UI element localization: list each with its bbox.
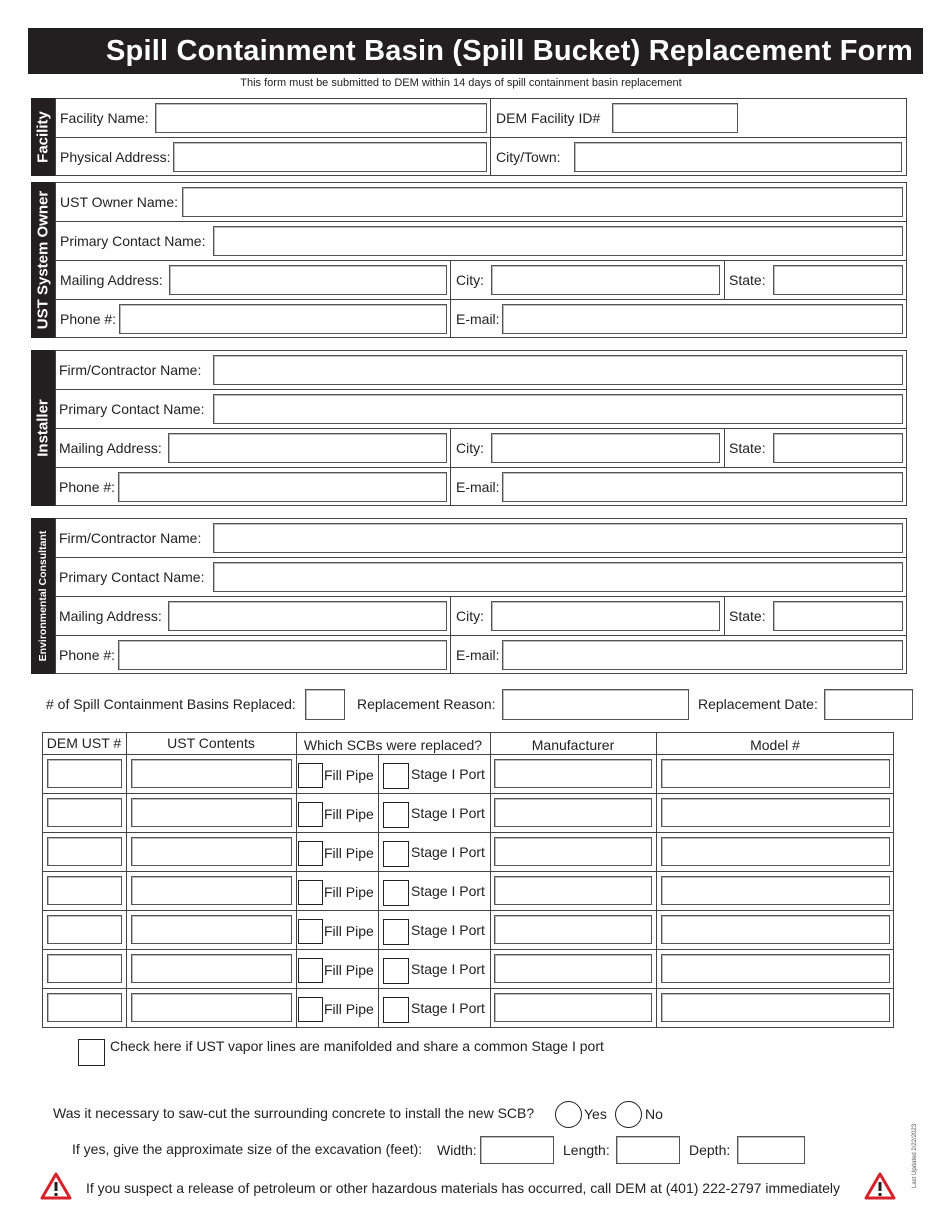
consultant-email-label: E-mail: (456, 647, 500, 663)
ust-contents-field[interactable] (131, 954, 292, 983)
stage-port-checkbox[interactable] (383, 763, 409, 789)
dem-ust-field[interactable] (47, 876, 122, 905)
table-column-divider (656, 732, 657, 1028)
stage-port-label: Stage I Port (411, 883, 485, 899)
consultant-firm-field[interactable] (213, 523, 903, 553)
consultant-contact-field[interactable] (213, 562, 903, 592)
manufacturer-field[interactable] (494, 993, 652, 1022)
consultant-firm-label: Firm/Contractor Name: (59, 530, 202, 546)
installer-contact-field[interactable] (213, 394, 903, 424)
manufacturer-field[interactable] (494, 876, 652, 905)
consultant-contact-label: Primary Contact Name: (59, 569, 205, 585)
fill-pipe-label: Fill Pipe (324, 884, 374, 900)
fill-pipe-label: Fill Pipe (324, 767, 374, 783)
owner-city-field[interactable] (491, 265, 720, 295)
installer-firm-label: Firm/Contractor Name: (59, 362, 202, 378)
stage-port-label: Stage I Port (411, 766, 485, 782)
installer-phone-label: Phone #: (59, 479, 116, 495)
installer-email-field[interactable] (502, 472, 903, 502)
manufacturer-field[interactable] (494, 915, 652, 944)
sawcut-no-label: No (645, 1106, 663, 1122)
ust-contents-field[interactable] (131, 798, 292, 827)
facility-id-field[interactable] (612, 103, 738, 133)
form-title: Spill Containment Basin (Spill Bucket) Replacement Form (28, 28, 923, 74)
ust-contents-field[interactable] (131, 915, 292, 944)
table-row-divider (42, 910, 894, 911)
table-column-divider (126, 732, 127, 1028)
replacement-reason-label: Replacement Reason: (357, 696, 496, 712)
stage-port-checkbox[interactable] (383, 802, 409, 828)
last-updated-note: Last Updated 2/22/2023 (912, 1123, 918, 1188)
scb-count-field[interactable] (305, 689, 345, 720)
owner-email-field[interactable] (502, 304, 903, 334)
stage-port-checkbox[interactable] (383, 841, 409, 867)
facility-section-tab (31, 98, 55, 176)
stage-port-checkbox[interactable] (383, 997, 409, 1023)
stage-port-checkbox[interactable] (383, 958, 409, 984)
installer-phone-field[interactable] (118, 472, 447, 502)
owner-mailing-field[interactable] (169, 265, 447, 295)
fill-pipe-label: Fill Pipe (324, 962, 374, 978)
length-field[interactable] (616, 1136, 680, 1164)
stage-port-label: Stage I Port (411, 844, 485, 860)
depth-label: Depth: (689, 1142, 731, 1158)
owner-mailing-label: Mailing Address: (60, 272, 163, 288)
consultant-city-field[interactable] (491, 601, 720, 631)
table-column-divider (296, 732, 297, 1028)
warning-right-icon (864, 1172, 896, 1200)
stage-port-label: Stage I Port (411, 805, 485, 821)
fill-pipe-checkbox[interactable] (298, 802, 323, 827)
ust-contents-field[interactable] (131, 759, 292, 788)
model-field[interactable] (661, 954, 890, 983)
col-manufacturer-header: Manufacturer (531, 737, 615, 753)
table-row-divider (42, 871, 894, 872)
installer-state-label: State: (729, 440, 766, 456)
release-warning-text: If you suspect a release of petroleum or other hazardous materials has occurred, call DEM at (401) 222-2797 immediately (86, 1180, 841, 1196)
consultant-section-tab (31, 518, 55, 674)
installer-city-label: City: (456, 440, 484, 456)
fill-pipe-checkbox[interactable] (298, 997, 323, 1022)
model-field[interactable] (661, 759, 890, 788)
stage-port-checkbox[interactable] (383, 919, 409, 945)
warning-left-icon (40, 1172, 72, 1200)
manufacturer-field[interactable] (494, 798, 652, 827)
owner-city-label: City: (456, 272, 484, 288)
manufacturer-field[interactable] (494, 759, 652, 788)
col-dem-ust-header: DEM UST # (46, 735, 122, 751)
owner-email-label: E-mail: (456, 311, 500, 327)
width-label: Width: (437, 1142, 477, 1158)
dem-ust-field[interactable] (47, 759, 122, 788)
installer-state-field[interactable] (773, 433, 903, 463)
fill-pipe-checkbox[interactable] (298, 880, 323, 905)
model-field[interactable] (661, 876, 890, 905)
model-field[interactable] (661, 993, 890, 1022)
consultant-city-label: City: (456, 608, 484, 624)
facility-section-label: Facility (34, 111, 52, 163)
fill-pipe-checkbox[interactable] (298, 763, 323, 788)
dem-ust-field[interactable] (47, 798, 122, 827)
replacement-date-field[interactable] (824, 689, 913, 720)
owner-state-field[interactable] (773, 265, 903, 295)
excavation-label: If yes, give the approximate size of the excavation (feet): (72, 1141, 423, 1157)
manufacturer-field[interactable] (494, 954, 652, 983)
fill-pipe-label: Fill Pipe (324, 806, 374, 822)
sawcut-question: Was it necessary to saw-cut the surrounding concrete to install the new SCB? (53, 1105, 535, 1121)
stage-port-label: Stage I Port (411, 1000, 485, 1016)
installer-firm-field[interactable] (213, 355, 903, 385)
replacement-date-label: Replacement Date: (698, 696, 818, 712)
manifold-checkbox[interactable] (78, 1039, 105, 1066)
table-row-divider (42, 793, 894, 794)
owner-phone-label: Phone #: (60, 311, 117, 327)
model-field[interactable] (661, 837, 890, 866)
fill-pipe-label: Fill Pipe (324, 1001, 374, 1017)
sawcut-yes-label: Yes (584, 1106, 607, 1122)
consultant-state-field[interactable] (773, 601, 903, 631)
col-contents-header: UST Contents (167, 735, 255, 751)
stage-port-checkbox[interactable] (383, 880, 409, 906)
table-column-divider (378, 754, 379, 1028)
form-subtitle: This form must be submitted to DEM within 14 days of spill containment basin replacement (240, 77, 682, 89)
sawcut-yes-radio[interactable] (555, 1101, 582, 1128)
table-row-divider (42, 988, 894, 989)
facility-name-field[interactable] (155, 103, 487, 133)
owner-section-label: UST System Owner (34, 190, 52, 330)
replacement-reason-field[interactable] (502, 689, 689, 720)
facility-id-label: DEM Facility ID# (496, 110, 601, 126)
stage-port-label: Stage I Port (411, 922, 485, 938)
scb-count-label: # of Spill Containment Basins Replaced: (46, 696, 296, 712)
dem-ust-field[interactable] (47, 993, 122, 1022)
fill-pipe-checkbox[interactable] (298, 919, 323, 944)
consultant-state-label: State: (729, 608, 766, 624)
installer-city-field[interactable] (491, 433, 720, 463)
installer-email-label: E-mail: (456, 479, 500, 495)
installer-mailing-field[interactable] (168, 433, 447, 463)
sawcut-no-radio[interactable] (615, 1101, 642, 1128)
fill-pipe-checkbox[interactable] (298, 958, 323, 983)
table-column-divider (490, 732, 491, 1028)
dem-ust-field[interactable] (47, 837, 122, 866)
width-field[interactable] (480, 1136, 554, 1164)
dem-ust-field[interactable] (47, 954, 122, 983)
table-row-divider (42, 949, 894, 950)
manufacturer-field[interactable] (494, 837, 652, 866)
model-field[interactable] (661, 915, 890, 944)
model-field[interactable] (661, 798, 890, 827)
fill-pipe-label: Fill Pipe (324, 845, 374, 861)
installer-section-label: Installer (34, 399, 52, 457)
installer-contact-label: Primary Contact Name: (59, 401, 205, 417)
dem-ust-field[interactable] (47, 915, 122, 944)
owner-contact-label: Primary Contact Name: (60, 233, 206, 249)
installer-section-tab (31, 350, 55, 506)
length-label: Length: (563, 1142, 610, 1158)
ust-contents-field[interactable] (131, 993, 292, 1022)
installer-mailing-label: Mailing Address: (59, 440, 162, 456)
ust-contents-field[interactable] (131, 837, 292, 866)
depth-field[interactable] (737, 1136, 805, 1164)
ust-contents-field[interactable] (131, 876, 292, 905)
city-town-label: City/Town: (496, 149, 561, 165)
owner-phone-field[interactable] (119, 304, 447, 334)
consultant-section-label: Environmental Consultant (37, 530, 49, 662)
facility-name-label: Facility Name: (60, 110, 149, 126)
table-header-divider (42, 754, 894, 755)
consultant-mailing-field[interactable] (168, 601, 447, 631)
owner-name-label: UST Owner Name: (60, 194, 178, 210)
consultant-mailing-label: Mailing Address: (59, 608, 162, 624)
stage-port-label: Stage I Port (411, 961, 485, 977)
owner-state-label: State: (729, 272, 766, 288)
table-row-divider (42, 832, 894, 833)
col-which-scb-header: Which SCBs were replaced? (303, 737, 483, 753)
fill-pipe-checkbox[interactable] (298, 841, 323, 866)
physical-address-field[interactable] (173, 142, 487, 172)
consultant-phone-field[interactable] (118, 640, 447, 670)
owner-section-tab (31, 182, 55, 338)
manifold-label: Check here if UST vapor lines are manifolded and share a common Stage I port (110, 1038, 604, 1054)
city-town-field[interactable] (574, 142, 902, 172)
consultant-phone-label: Phone #: (59, 647, 116, 663)
owner-contact-field[interactable] (213, 226, 903, 256)
consultant-email-field[interactable] (502, 640, 903, 670)
fill-pipe-label: Fill Pipe (324, 923, 374, 939)
owner-name-field[interactable] (182, 187, 903, 217)
col-model-header: Model # (750, 737, 800, 753)
physical-address-label: Physical Address: (60, 149, 171, 165)
